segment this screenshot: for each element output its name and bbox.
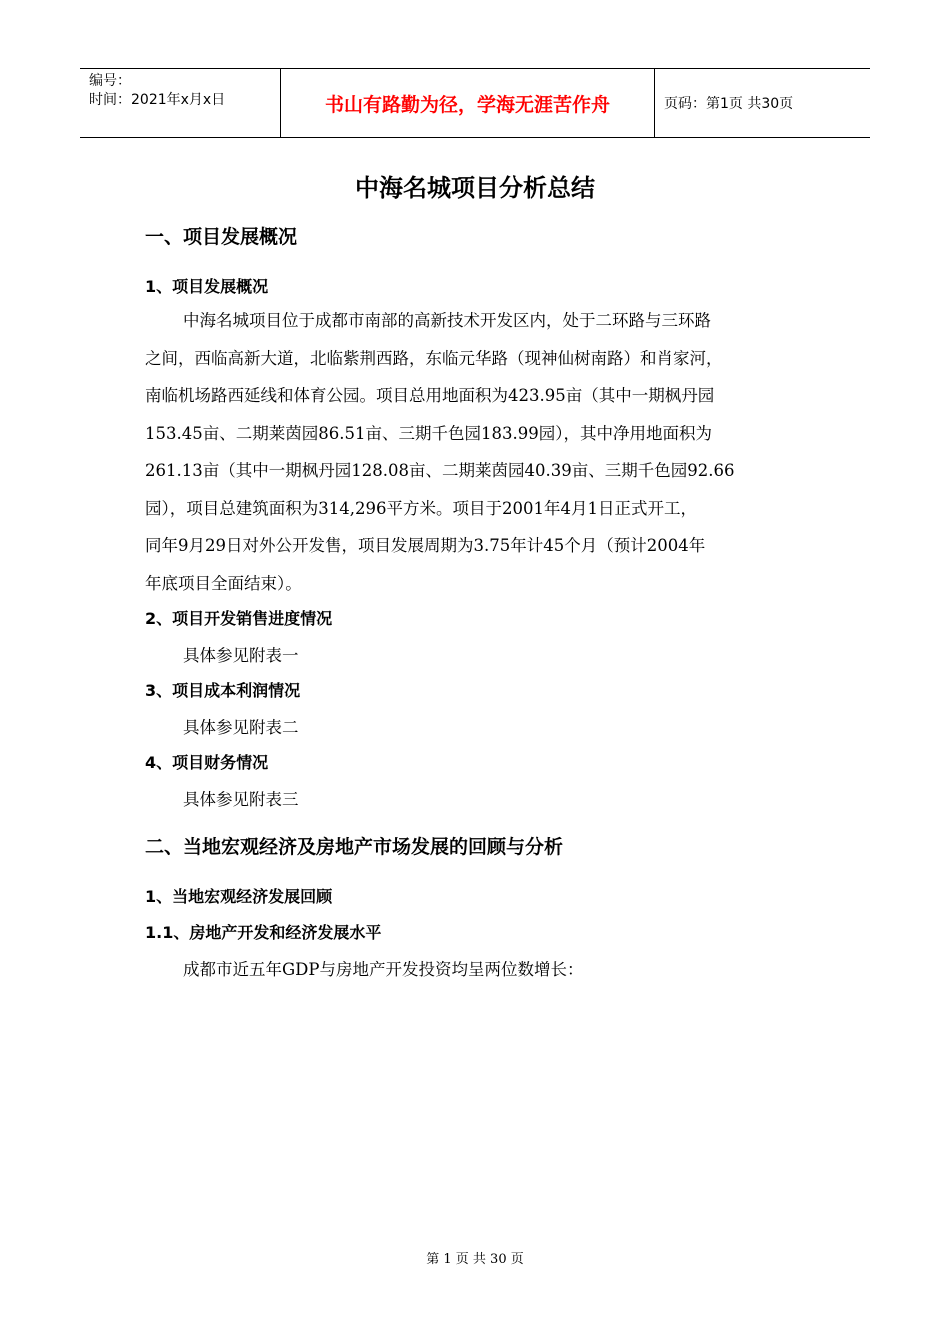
document-title: 中海名城项目分析总结	[355, 174, 595, 202]
reference-note-2: 具体参见附表二	[183, 718, 299, 737]
page-footer: 第 1 页 共 30 页	[426, 1252, 524, 1267]
paragraph-line: 南临机场路西延线和体育公园。项目总用地面积为423.95亩（其中一期枫丹园	[145, 386, 715, 405]
subsection-heading-1-2: 2、项目开发销售进度情况	[145, 609, 333, 628]
paragraph-line: 年底项目全面结束）。	[145, 573, 302, 593]
header-motto: 书山有路勤为径，学海无涯苦作舟	[324, 93, 610, 116]
paragraph-line: 153.45亩、二期莱茵园86.51亩、三期千色园183.99园），其中净用地面积为	[145, 423, 712, 443]
section-heading-1: 一、项目发展概况	[145, 226, 298, 248]
header-meta	[80, 69, 281, 137]
header-page-cell	[655, 69, 870, 137]
paragraph-line: 之间，西临高新大道，北临紫荆西路，东临元华路（现神仙树南路）和肖家河，	[145, 348, 723, 368]
reference-note-1: 具体参见附表一	[183, 646, 299, 665]
header-motto-cell	[281, 69, 655, 137]
project-overview-paragraph	[145, 302, 835, 602]
document-number: 编号：	[89, 73, 131, 89]
section-heading-2: 二、当地宏观经济及房地产市场发展的回顾与分析	[145, 836, 564, 858]
subsection-heading-1-1: 1、项目发展概况	[145, 277, 269, 296]
subsection-heading-2-1: 1、当地宏观经济发展回顾	[145, 887, 333, 906]
reference-note-3: 具体参见附表三	[183, 790, 299, 809]
header-page-number: 页码：第1页 共30页	[664, 96, 794, 112]
paragraph-line: 同年9月29日对外公开发售，项目发展周期为3.75年计45个月（预计2004年	[145, 536, 706, 555]
subsection-heading-1-3: 3、项目成本利润情况	[145, 681, 301, 700]
paragraph-line: 园），项目总建筑面积为314,296平方米。项目于2001年4月1日正式开工，	[145, 498, 697, 518]
paragraph-line: 261.13亩（其中一期枫丹园128.08亩、二期莱茵园40.39亩、三期千色园92.66	[145, 461, 735, 480]
document-date: 时间：2021年x月x日	[89, 92, 226, 108]
gdp-intro-text: 成都市近五年GDP与房地产开发投资均呈两位数增长：	[183, 960, 584, 979]
subsection-heading-2-1-1: 1.1、房地产开发和经济发展水平	[145, 923, 382, 942]
subsection-heading-1-4: 4、项目财务情况	[145, 753, 269, 772]
page-header	[80, 68, 870, 138]
paragraph-line: 中海名城项目位于成都市南部的高新技术开发区内，处于二环路与三环路	[183, 311, 711, 330]
